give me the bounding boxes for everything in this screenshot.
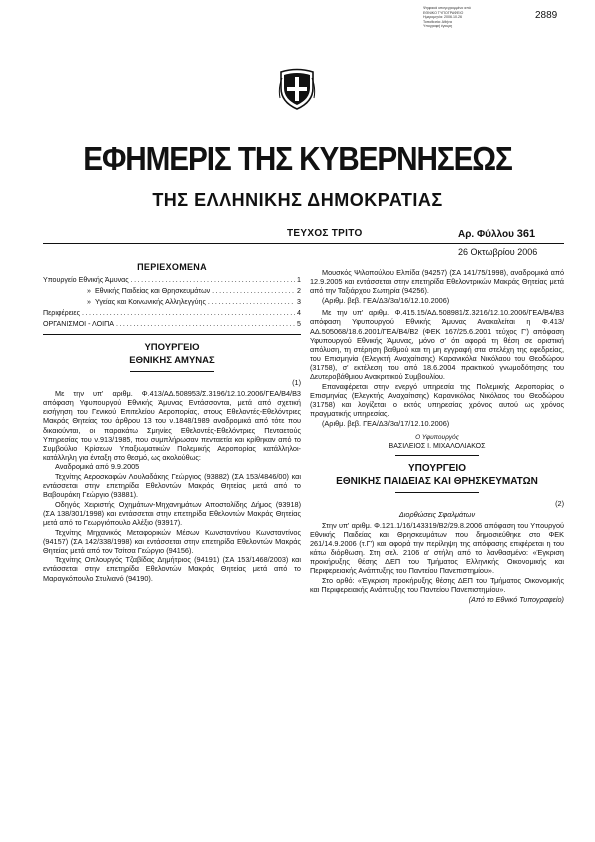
contents-list [43, 275, 301, 330]
contents-item: Περιφέρειες ..... 4 [43, 308, 301, 319]
header-divider [43, 243, 564, 244]
paragraph: Αναδρομικά από 9.9.2005 [55, 462, 140, 472]
paragraph: Επαναφέρεται στην ενεργό υπηρεσία της Πολεμικής Αεροπορίας ο Επισμηνίας (Ελεγκτής Αναχαίτισης) Καρανικόλας Νικόλαος του Θεοδώρου (31758) και λογίζεται ο εκτός υπηρεσίας χρόνος αυτού ως χρόνος πραγματικής υπηρεσίας. [310, 381, 564, 418]
paragraph: Στο ορθό: «Έγκριση προκήρυξης θέσης ΔΕΠ του Τμήματος Οικονομικής και Περιφερειακής Ανάπτυξης του Παντείου Πανεπιστημίου». [310, 576, 564, 595]
paragraph: Με την υπ' αριθμ. Φ.415.15/ΑΔ.508981/Σ.3216/12.10.2006/ΓΕΑ/Β4/Β3 απόφαση Υφυπουργού Εθνικής Άμυνας Ανακαλείται η Φ.413/ΑΔ.505068/18.6.2001/ΓΕΑ/Β4/Β2 (ΦΕΚ 167/25.6.2001 τεύχος Γ') απόφαση Υφυπουργού Εθνικής Άμυνας, μόνο σ' ότι αφορά τη θέση σε οριστική απόλυση, τη στέρηση βαθμού και τη μη εγγραφή στα στελέχη της εφεδρείας, του Επισμηνία (Ελεγκτή Αναχαίτισης) Καρανικόλα Νικόλαου του Θεοδώρου (31758), σ' εκτέλεση του από 18.6.2004 πρακτικού γνωμοδότησης του Δευτεροβάθμιου Ανακριτικού Συμβουλίου. [310, 308, 564, 382]
paragraph: Με την υπ' αριθμ. Φ.413/ΑΔ.508953/Σ.3196/12.10.2006/ΓΕΑ/Β4/Β3 απόφαση Υφυπουργού Εθνικής Άμυνας Εντάσσονται, μετά από σχετική εισήγηση του Γενικού Επιτελείου Αεροπορίας, στους Εθελοντές-Εθελόντριες Μακράς Θητείας του άρθρου 13 του ν.1848/1989 αναδρομικά από τότε που δικαιούνται, οι παρακάτω Σμηνίες Εθελοντές-Εθελόντριες Πενταετούς Υπηρεσίας του ν.913/1985, που συμπλήρωσαν πενταετία και κρίθηκαν από το Συμβούλιο Κρίσεων Υπαξιωματικών Πολεμικής Αεροπορίας κατάλληλοι-κατάλληλη για ένταξη στο θεσμό, ως ακολούθως: [43, 389, 301, 462]
reference: (Αριθμ. βεβ. ΓΕΑ/Δ3/3α/16/12.10.2006) [322, 295, 450, 305]
sheet-label: Αρ. Φύλλου [458, 229, 514, 240]
contents-divider [43, 334, 301, 335]
signer-role: Ο Υφυπουργός [415, 433, 459, 441]
paragraph: Οδηγός Χειριστής Οχημάτων-Μηχανημάτων Αποστολίδης Δήμος (93918) (ΣΑ 138/301/1998) και εντάσσεται στην επετηρίδα Εθελοντών Μακράς Θητείας μετά από το Γεωργιόπουλο Αλέξιο (93917). [43, 499, 301, 527]
digital-signature-stamp [423, 6, 485, 29]
paragraph: Τεχνίτης Αεροσκαφών Λουλαδάκης Γεώργιος (93882) (ΣΑ 153/4846/00) και εντάσσεται στην επετηρίδα Εθελοντών Μακράς Θητείας μετά από το Βαβουράκη Γεώργιο (93881). [43, 472, 301, 500]
ministry-heading: ΥΠΟΥΡΓΕΙΟ ΕΘΝΙΚΗΣ ΑΜΥΝΑΣ [129, 342, 215, 367]
decision-number: (2) [555, 498, 564, 508]
gazette-title: ΕΦΗΜΕΡΙΣ ΤΗΣ ΚΥΒΕΡΝΗΣΕΩΣ [83, 140, 512, 177]
section-divider [130, 371, 214, 372]
contents-item: » Υγείας και Κοινωνικής Αλληλεγγύης ..... 3 [87, 297, 301, 308]
contents-title: ΠΕΡΙΕΧΟΜΕΝΑ [137, 262, 207, 272]
paragraph: Τεχνίτης Οπλουργός Τζαβίδας Δημήτριος (94191) (ΣΑ 153/1468/2003) και εντάσσεται στην επετηρίδα Εθελοντών Μακράς Θητείας μετά από το Μαραγκόπουλο Στυλιανό (94190). [43, 555, 301, 583]
ministry-heading: ΥΠΟΥΡΓΕΙΟ ΕΘΝΙΚΗΣ ΠΑΙΔΕΙΑΣ ΚΑΙ ΘΡΗΣΚΕΥΜΑΤΩΝ [336, 462, 538, 487]
left-column [43, 263, 301, 583]
stamp-line: Ψηφιακά υπογεγραμμένο από [423, 6, 471, 10]
contents-item: » Εθνικής Παιδείας και Θρησκευμάτων ..... 2 [87, 286, 301, 297]
stamp-line: Υπογραφή έγκυρη [423, 24, 453, 28]
stamp-line: ΕΘΝΙΚΟ ΤΥΠΟΓΡΑΦΕΙΟ [423, 10, 464, 15]
stamp-line: Ημερομηνία: 2006.10.26 [423, 15, 463, 19]
paragraph: Μουσκός Ψιλοπούλου Ελπίδα (94257) (ΣΑ 141/75/1998), αναδρομικά από 12.9.2005 και εντάσσεται στην επετηρίδα Εθελοντρικών Μακράς Θητείας μετά από την Ταξιάρχου Σωτηρία (94256). [310, 268, 564, 296]
issue-label: ΤΕΥΧΟΣ ΤΡΙΤΟ [287, 228, 363, 239]
right-column [310, 268, 564, 604]
paragraph: Στην υπ' αριθμ. Φ.121.1/16/143319/Β2/29.8.2006 απόφαση του Υπουργού Εθνικής Παιδείας και Θρησκευμάτων που δημοσιεύθηκε στο ΦΕΚ 261/14.9.2006 (τ.Γ') και αφορά την περίληψη της απόφασης επιφέρεται η του κάτω διόρθωση. Στη σελ. 2106 α' στήλη από το λανθασμένο: «Έγκριση προκήρυξης θέσης ΔΕΠ του Τμήματος Ελληνικής Οικονομικής και Περιφερειακής Ανάπτυξης του Παντείου Πανεπιστημίου». [310, 520, 564, 576]
sheet-number-value: 361 [516, 228, 536, 240]
issue-date: 26 Οκτωβρίου 2006 [458, 247, 538, 257]
gazette-subtitle: ΤΗΣ ΕΛΛΗΝΙΚΗΣ ΔΗΜΟΚΡΑΤΙΑΣ [152, 190, 443, 210]
reference: (Αριθμ. βεβ. ΓΕΑ/Δ3/3α/17/12.10.2006) [322, 418, 450, 428]
stamp-line: Τοποθεσία: Αθήνα [423, 19, 452, 24]
signer-name: ΒΑΣΙΛΕΙΟΣ Ι. ΜΙΧΑΛΟΛΙΑΚΟΣ [388, 442, 486, 450]
corrections-title: Διορθώσεις Σφαλμάτων [398, 509, 476, 519]
page-number: 2889 [535, 10, 558, 21]
contents-item: ΟΡΓΑΝΙΣΜΟΙ - ΛΟΙΠΑ ..... 5 [43, 319, 301, 330]
contents-item: Υπουργείο Εθνικής Άμυνας ..... 1 [43, 275, 301, 286]
section-divider [395, 455, 479, 456]
source-note: (Από το Εθνικό Τυπογραφείο) [468, 594, 564, 604]
section-divider [395, 492, 479, 493]
paragraph: Τεχνίτης Μηχανικός Μεταφορικών Μέσων Κωνσταντίνου Κωνσταντίνος (94157) (ΣΑ 142/338/1998) και εντάσσεται στην επετηρίδα Εθελοντών Μακράς Θητείας μετά από τον Τσίτσα Γεώργιο (94156). [43, 527, 301, 555]
sheet-number [458, 228, 535, 240]
decision-number: (1) [292, 378, 301, 388]
coat-of-arms-icon [278, 68, 316, 110]
